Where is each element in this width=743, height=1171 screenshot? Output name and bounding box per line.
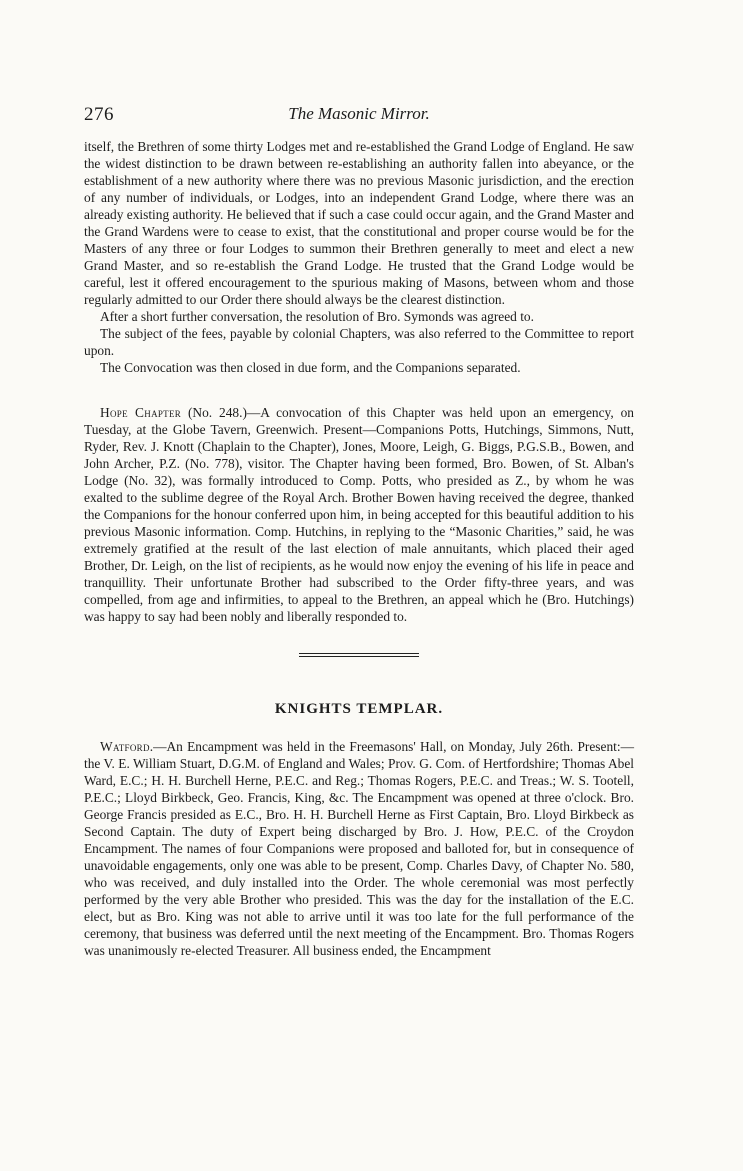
convocation-paragraph-1: itself, the Brethren of some thirty Lodges met and re-established the Grand Lodge of England. He saw the widest distinction to be drawn between re-establishing an authority fallen into abeyance, or the establishment of a new authority where there was no previous Masonic jurisdiction, and the erection of any number of individuals, or Lodges, into an independent Grand Lodge, where there was an already existing authority. He believed that if such a case could occur again, and the Grand Master and the Grand Wardens were to cease to exist, that the constitutional and proper course would be for the Masters of any three or four Lodges to summon their Brethren generally to meet and elect a new Grand Master, and so re-establish the Grand Lodge. He trusted that the Grand Lodge would be careful, lest it offered encouragement to the spurious making of Masons, between whom and those regularly admitted to our Order there should always be the clearest distinction.: [84, 139, 634, 307]
knights-templar-heading: KNIGHTS TEMPLAR.: [274, 701, 444, 717]
convocation-paragraph-3: The subject of the fees, payable by colonial Chapters, was also referred to the Committee to report upon.: [84, 326, 634, 358]
journal-title: The Masonic Mirror.: [288, 104, 430, 123]
convocation-paragraph-4: The Convocation was then closed in due form, and the Companions separated.: [100, 360, 521, 375]
watford-paragraph: [84, 738, 634, 959]
divider-rule-bottom: [299, 656, 419, 657]
hope-chapter-lead: Hope Chapter: [100, 405, 182, 420]
hope-chapter-text: (No. 248.)—A convocation of this Chapter was held upon an emergency, on Tuesday, at the Globe Tavern, Greenwich. Present—Companions Potts, Hutchings, Simmons, Nutt, Ryder, Rev. J. Knott (Chaplain to the Chapter), Jones, Moore, Leigh, G. Biggs, P.G.S.B., Bowen, and John Archer, P.Z. (No. 778), visitor. The Chapter having been formed, Bro. Bowen, of St. Alban's Lodge (No. 32), was formally introduced to Comp. Potts, who presided as Z., by whom he was exalted to the sublime degree of the Royal Arch. Brother Bowen having received the degree, thanked the Companions for the honour conferred upon him, in being accepted for this beautiful addition to his previous Masonic information. Comp. Hutchins, in replying to the “Masonic Charities,” said, he was extremely gratified at the result of the last election of male annuitants, which placed their aged Brother, Dr. Leigh, on the list of recipients, as he would now enjoy the evening of his life in peace and tranquillity. Their unfortunate Brother had subscribed to the Order fifty-three years, and was compelled, from age and infirmities, to appeal to the Brethren, an appeal which he (Bro. Hutchings) was happy to say had been nobly and liberally responded to.: [84, 405, 634, 624]
divider-rule-top: [299, 653, 419, 654]
watford-text: .—An Encampment was held in the Freemasons' Hall, on Monday, July 26th. Present:—the V. E. William Stuart, D.G.M. of England and Wales; Prov. G. Com. of Hertfordshire; Thomas Abel Ward, E.C.; H. H. Burchell Herne, P.E.C. and Reg.; Thomas Rogers, P.E.C. and Treas.; W. S. Tootell, P.E.C.; Lloyd Birkbeck, Geo. Francis, King, &c. The Encampment was opened at three o'clock. Bro. George Francis presided as E.C., Bro. H. H. Burchell Herne as First Captain, Bro. Lloyd Birkbeck as Second Captain. The duty of Expert being discharged by Bro. J. How, P.E.C. of the Croydon Encampment. The names of four Companions were proposed and balloted for, but in consequence of unavoidable engagements, only one was able to be present, Comp. Charles Davy, of Chapter No. 580, who was received, and duly installed into the Order. The whole ceremonial was most perfectly performed by the very able Brother who presided. This was the day for the installation of the E.C. elect, but as Bro. King was not able to arrive until it was too late for the full performance of the ceremony, that business was deferred until the next meeting of the Encampment. Bro. Thomas Rogers was unanimously re-elected Treasurer. All business ended, the Encampment: [84, 739, 634, 958]
watford-lead: Watford: [100, 739, 150, 754]
page: [84, 104, 634, 959]
convocation-paragraph-2: After a short further conversation, the resolution of Bro. Symonds was agreed to.: [100, 309, 534, 324]
page-number: 276: [84, 104, 114, 125]
section-divider: [299, 653, 419, 657]
running-head: [84, 104, 634, 130]
convocation-section: [84, 138, 634, 376]
hope-chapter-paragraph: [84, 404, 634, 625]
